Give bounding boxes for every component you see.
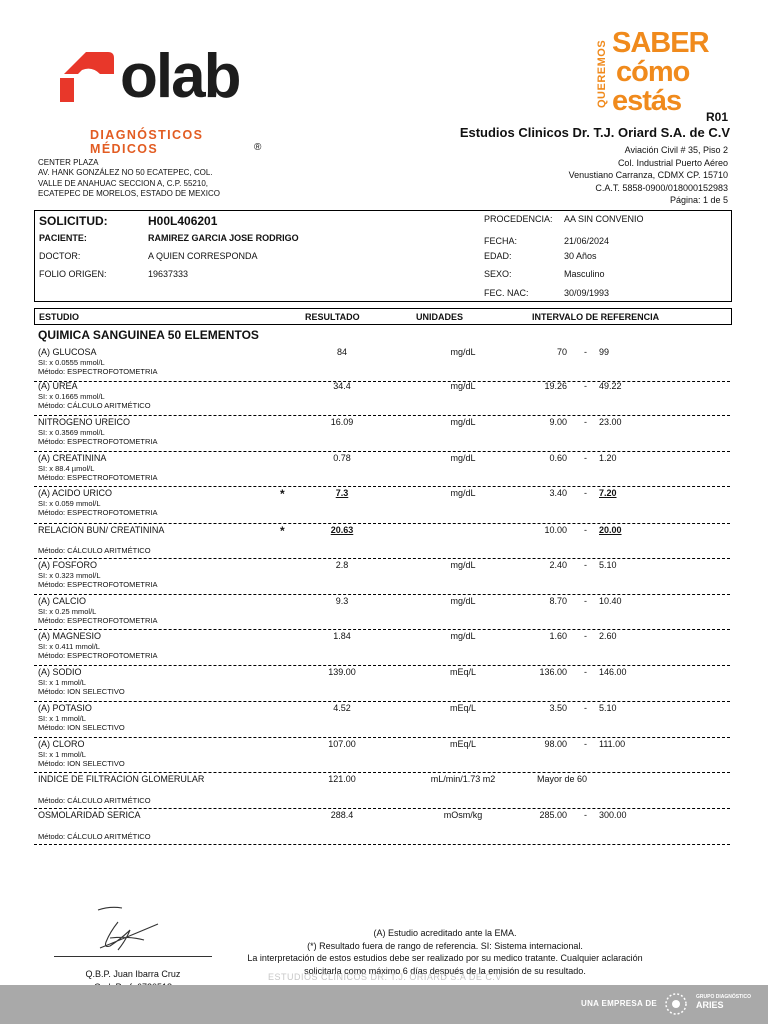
row-divider (34, 665, 730, 666)
result-value: 1.84 (333, 631, 351, 641)
olab-mark-icon (56, 44, 118, 110)
reference-low: 19.26 (544, 381, 567, 391)
edad-label: EDAD: (484, 251, 512, 261)
row-divider (34, 558, 730, 559)
slogan-vertical: QUEREMOS (596, 39, 608, 108)
company-address-line: Venustiano Carranza, CDMX CP. 15710 (568, 170, 728, 181)
study-name: (A) MAGNESIO (38, 631, 102, 641)
method: Método: ESPECTROFOTOMETRIA (38, 580, 158, 589)
doctor-value: A QUIEN CORRESPONDA (148, 251, 258, 261)
study-name: (A) CREATININA (38, 453, 107, 463)
sexo-label: SEXO: (484, 269, 512, 279)
result-value: 139.00 (328, 667, 356, 677)
fecha-value: 21/06/2024 (564, 236, 610, 246)
method: Método: ESPECTROFOTOMETRIA (38, 616, 158, 625)
brand-subtitle: DIAGNÓSTICOS MÉDICOS (90, 128, 204, 156)
col-intervalo: INTERVALO DE REFERENCIA (532, 312, 660, 322)
row-divider (34, 844, 730, 845)
fecnac-value: 30/09/1993 (564, 288, 610, 298)
row-divider (34, 523, 730, 524)
si-factor: SI: x 88.4 µmol/L (38, 464, 95, 473)
reference-low: 10.00 (544, 525, 567, 535)
row-divider (34, 486, 730, 487)
result-value: 288.4 (330, 810, 354, 820)
method: Método: ESPECTROFOTOMETRIA (38, 437, 158, 446)
study-name: INDICE DE FILTRACION GLOMERULAR (38, 774, 205, 784)
olab-logo (56, 44, 266, 156)
unit: mg/dL (450, 453, 476, 463)
reference-low: 0.60 (549, 453, 567, 463)
study-name: RELACION BUN/ CREATININA (38, 525, 165, 535)
footer-aries (696, 993, 751, 1009)
reference-dash: - (584, 560, 587, 570)
si-factor: SI: x 0.411 mmol/L (38, 642, 100, 651)
branch-address-line: CENTER PLAZA (38, 158, 99, 167)
study-name: (A) GLUCOSA (38, 347, 97, 357)
unit: mg/dL (450, 596, 476, 606)
study-name: NITROGENO UREICO (38, 417, 131, 427)
sexo-value: Masculino (564, 269, 605, 279)
col-resultado: RESULTADO (305, 312, 360, 322)
section-title: QUIMICA SANGUINEA 50 ELEMENTOS (38, 328, 259, 342)
reference-high: 2.60 (599, 631, 617, 641)
row-divider (34, 808, 730, 809)
reference-low: 2.40 (549, 560, 567, 570)
branch-address (38, 158, 220, 199)
company-address-line: C.A.T. 5858-0900/018000152983 (595, 182, 728, 193)
branch-address-line: VALLE DE ANAHUAC SECCION A, C.P. 55210, (38, 178, 208, 188)
method: Método: CÁLCULO ARITMÉTICO (38, 832, 151, 841)
footnotes (222, 927, 668, 977)
study-name: OSMOLARIDAD SERICA (38, 810, 141, 820)
procedencia-value: AA SIN CONVENIO (564, 214, 644, 224)
folio-value: 19637333 (148, 269, 189, 279)
si-factor: SI: x 0.1665 mmol/L (38, 392, 105, 401)
paciente-label: PACIENTE: (39, 233, 87, 243)
footnote-line: La interpretación de estos estudios debe ser realizado por su medico tratante. Cualquier aclaración (247, 953, 643, 963)
out-of-range-flag: * (280, 524, 285, 538)
study-name: (A) POTASIO (38, 703, 92, 713)
si-factor: SI: x 0.25 mmol/L (38, 607, 97, 616)
unit: mg/dL (450, 631, 476, 641)
signature-line (54, 956, 212, 957)
footnote-line: solicitarla como máximo 6 días después de la emisión de su resultado. (304, 965, 586, 976)
solicitud-value: H00L406201 (148, 214, 218, 228)
reference-low: 136.00 (539, 667, 567, 677)
reference-high: 23.00 (599, 417, 622, 427)
slogan-logo (596, 27, 709, 118)
row-divider (34, 629, 730, 630)
fecnac-label: FEC. NAC: (484, 288, 529, 298)
folio-label: FOLIO ORIGEN: (39, 269, 107, 279)
reference-low: 3.40 (549, 488, 567, 498)
unit: mg/dL (450, 417, 476, 427)
si-factor: SI: x 1 mmol/L (38, 750, 86, 759)
reference-dash: - (584, 525, 587, 535)
patient-header-box (34, 210, 732, 302)
doctor-label: DOCTOR: (39, 251, 81, 261)
footer-grupo: GRUPO DIAGNÓSTICO (696, 994, 752, 1000)
result-value: 107.00 (328, 739, 356, 749)
row-divider (34, 451, 730, 452)
col-estudio: ESTUDIO (39, 312, 80, 322)
unit: mg/dL (450, 381, 476, 391)
si-factor: SI: x 1 mmol/L (38, 678, 86, 687)
reference-high: 111.00 (599, 739, 626, 749)
row-divider (34, 594, 730, 595)
result-value: 121.00 (328, 774, 356, 784)
unit: mEq/L (449, 739, 476, 749)
reference-high: 5.10 (599, 703, 617, 713)
slogan-line-3: estás (612, 85, 682, 117)
reference-dash: - (584, 703, 587, 713)
footer-empresa: UNA EMPRESA DE (581, 999, 658, 1008)
method: Método: ESPECTROFOTOMETRIA (38, 473, 158, 482)
slogan-line-1: SABER (612, 27, 709, 59)
si-factor: SI: x 0.059 mmol/L (38, 499, 101, 508)
study-name: (A) UREA (38, 381, 78, 391)
reference-dash: - (584, 381, 587, 391)
unit: mg/dL (450, 488, 476, 498)
reference-low: 70 (556, 347, 567, 357)
result-value: 84 (336, 347, 347, 357)
method: Método: ION SELECTIVO (38, 687, 125, 696)
reference-high: 5.10 (599, 560, 617, 570)
registered-mark: ® (254, 142, 262, 153)
signature-icon (70, 902, 215, 960)
method: Método: ION SELECTIVO (38, 723, 125, 732)
study-name: (A) SODIO (38, 667, 82, 677)
result-value: 4.52 (333, 703, 351, 713)
company-address-line: Aviación Civil # 35, Piso 2 (624, 145, 728, 155)
signer-name: Q.B.P. Juan Ibarra Cruz (85, 969, 181, 979)
result-value: 16.09 (330, 417, 354, 427)
reference-dash: - (584, 631, 587, 641)
reference-dash: - (584, 347, 587, 357)
reference-high: 10.40 (599, 596, 622, 606)
out-of-range-flag: * (280, 487, 285, 501)
reference-low: 8.70 (549, 596, 567, 606)
row-divider (34, 701, 730, 702)
reference-high: 7.20 (599, 488, 617, 498)
result-value: 9.3 (335, 596, 349, 606)
result-value: 7.3 (335, 488, 349, 498)
reference-low: 285.00 (539, 810, 567, 820)
reference-dash: - (584, 810, 587, 820)
company-address-line: Col. Industrial Puerto Aéreo (617, 157, 728, 168)
company-address (569, 144, 728, 207)
reference-dash: - (584, 488, 587, 498)
method: Método: CÁLCULO ARITMÉTICO (38, 401, 151, 410)
method: Método: ESPECTROFOTOMETRIA (38, 508, 158, 517)
reference-high: 99 (599, 347, 610, 357)
aries-logo-icon (664, 992, 688, 1016)
fecha-label: FECHA: (484, 236, 518, 246)
footnote-line: (*) Resultado fuera de rango de referencia. SI: Sistema internacional. (307, 940, 583, 951)
row-divider (34, 772, 730, 773)
result-value: 0.78 (333, 453, 351, 463)
branch-address-line: ECATEPEC DE MORELOS, ESTADO DE MEXICO (38, 188, 220, 198)
method: Método: CÁLCULO ARITMÉTICO (38, 796, 151, 805)
procedencia-label: PROCEDENCIA: (484, 214, 553, 224)
reference-low: 3.50 (549, 703, 567, 713)
footnote-line: (A) Estudio acreditado ante la EMA. (373, 928, 517, 938)
edad-value: 30 Años (564, 251, 597, 261)
brand-name: olab (120, 42, 240, 111)
solicitud-label: SOLICITUD: (39, 214, 108, 228)
result-value: 34.4 (333, 381, 351, 391)
reference-low: 9.00 (549, 417, 567, 427)
reference-dash: - (584, 417, 587, 427)
reference-dash: - (584, 596, 587, 606)
study-name: (A) FOSFORO (38, 560, 97, 570)
reference-text: Mayor de 60 (537, 774, 588, 784)
si-factor: SI: x 0.3569 mmol/L (38, 428, 105, 437)
method: Método: ESPECTROFOTOMETRIA (38, 367, 158, 376)
footer-aries-name: ARIES (696, 1000, 724, 1010)
result-value: 2.8 (335, 560, 349, 570)
report-code: R01 (706, 110, 729, 124)
reference-dash: - (584, 739, 587, 749)
method: Método: ION SELECTIVO (38, 759, 125, 768)
reference-high: 20.00 (599, 525, 622, 535)
page-number: Página: 1 de 5 (669, 195, 728, 206)
unit: mg/dL (450, 560, 476, 570)
reference-high: 146.00 (599, 667, 627, 677)
row-divider (34, 415, 730, 416)
paciente-value: RAMIREZ GARCIA JOSE RODRIGO (148, 233, 299, 243)
si-factor: SI: x 0.0555 mmol/L (38, 358, 105, 367)
results-table-header (34, 308, 732, 325)
branch-address-line: AV. HANK GONZÁLEZ NO 50 ECATEPEC, COL. (38, 168, 213, 178)
reference-high: 300.00 (599, 810, 627, 820)
method: Método: CÁLCULO ARITMÉTICO (38, 546, 151, 555)
row-divider (34, 737, 730, 738)
unit: mL/min/1.73 m2 (430, 774, 496, 784)
si-factor: SI: x 1 mmol/L (38, 714, 86, 723)
unit: mEq/L (449, 667, 476, 677)
reference-dash: - (584, 453, 587, 463)
unit: mg/dL (450, 347, 476, 357)
method: Método: ESPECTROFOTOMETRIA (38, 651, 158, 660)
reference-high: 1.20 (599, 453, 617, 463)
footer-watermark: ESTUDIOS CLINICOS DR. T.J. ORIARD S.A DE C.V (268, 972, 502, 982)
reference-low: 98.00 (544, 739, 567, 749)
si-factor: SI: x 0.323 mmol/L (38, 571, 101, 580)
unit: mOsm/kg (443, 810, 483, 820)
study-name: (A) CALCIO (38, 596, 87, 606)
result-value: 20.63 (330, 525, 354, 535)
company-name: Estudios Clinicos Dr. T.J. Oriard S.A. de C.V (459, 125, 730, 140)
unit: mEq/L (449, 703, 476, 713)
slogan-line-2: cómo (616, 56, 690, 88)
reference-dash: - (584, 667, 587, 677)
reference-high: 49.22 (599, 381, 622, 391)
reference-low: 1.60 (549, 631, 567, 641)
col-unidades: UNIDADES (416, 312, 464, 322)
study-name: (A) CLORO (38, 739, 85, 749)
study-name: (A) ACIDO URICO (38, 488, 113, 498)
